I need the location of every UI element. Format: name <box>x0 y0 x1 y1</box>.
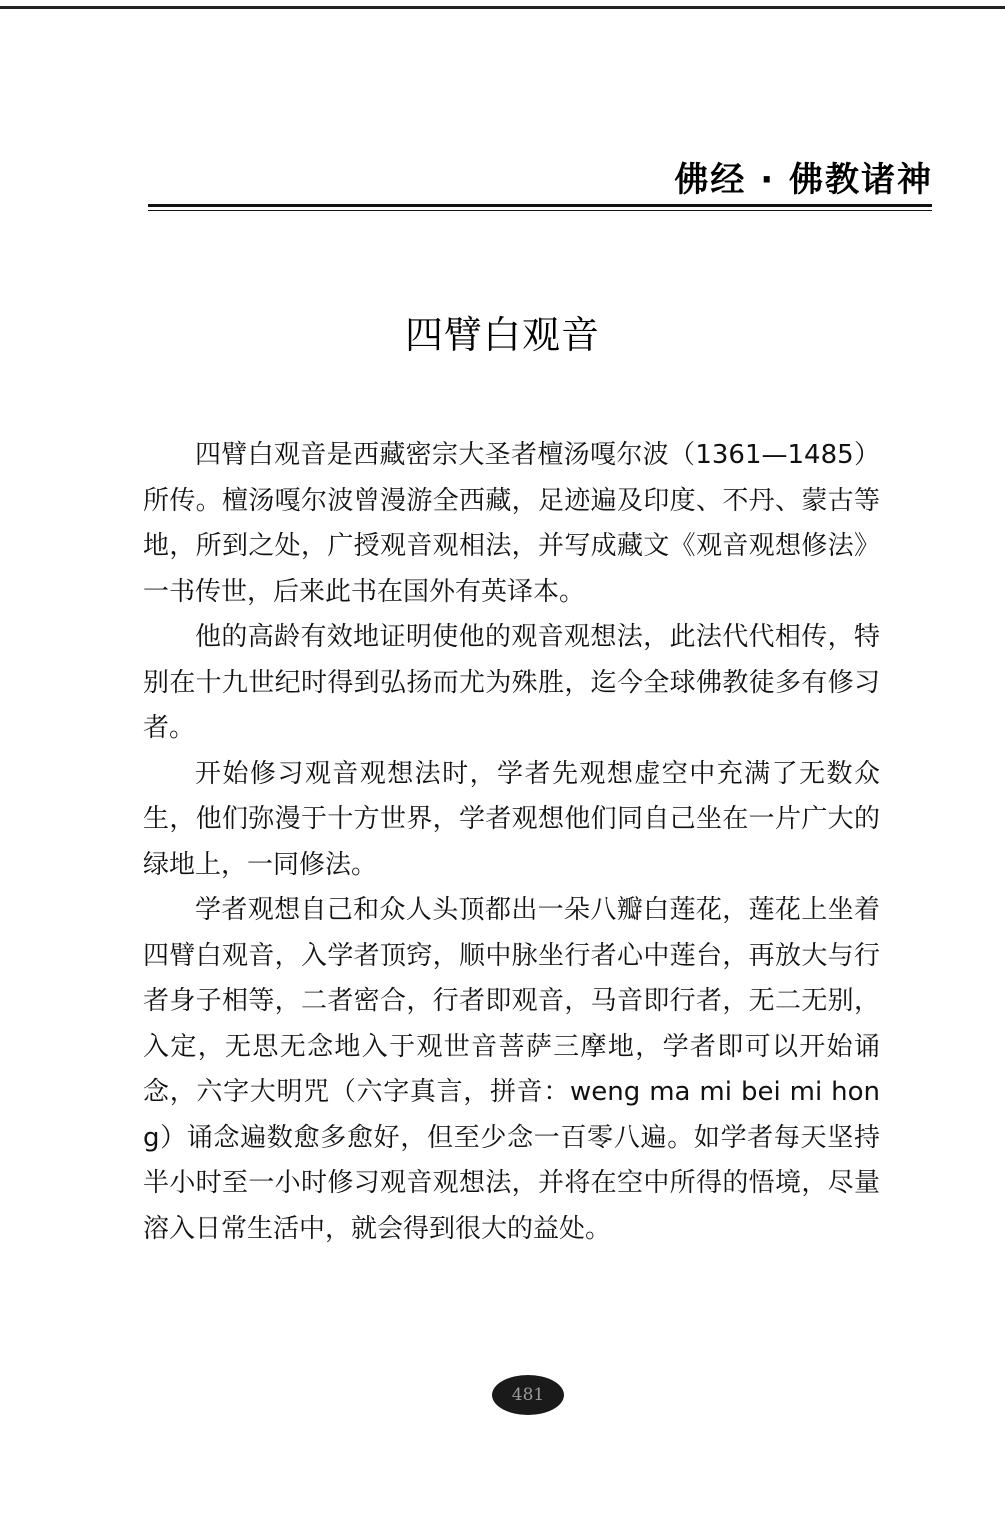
page-number-badge: 481 <box>492 1375 564 1415</box>
header-rule-thick <box>148 204 932 207</box>
paragraph-1: 四臂白观音是西藏密宗大圣者檀汤嘎尔波（1361—1485）所传。檀汤嘎尔波曾漫游全西藏，足迹遍及印度、不丹、蒙古等地，所到之处，广授观音观相法，并写成藏文《观音观想修法》一书传世，后来此书在国外有英译本。 <box>143 440 880 607</box>
header-rule-thin <box>148 210 932 211</box>
top-border-rule <box>0 6 1005 9</box>
paragraph-2: 他的高龄有效地证明使他的观音观想法，此法代代相传，特别在十九世纪时得到弘扬而尤为殊胜，迄今全球佛教徒多有修习者。 <box>143 622 880 743</box>
article-title: 四臂白观音 <box>404 313 600 357</box>
paragraph-3: 开始修习观音观想法时，学者先观想虚空中充满了无数众生，他们弥漫于十方世界，学者观想他们同自己坐在一片广大的绿地上，一同修法。 <box>143 758 880 880</box>
section-header-title: 佛经 · 佛教诸神 <box>674 160 933 200</box>
paragraph-4: 学者观想自己和众人头顶都出一朵八瓣白莲花，莲花上坐着四臂白观音，入学者顶窍，顺中脉坐行者心中莲台，再放大与行者身子相等，二者密合，行者即观音，马音即行者，无二无别，入定，无思无念地入于观世音菩萨三摩地，学者即可以开始诵念，六字大明咒（六字真言，拼音：weng ma mi bei mi hong）诵念遍数愈多愈好，但至少念一百零八遍。如学者每天坚持半小时至一小时修习观音观想法，并将在空中所得的悟境，尽量溶入日常生活中，就会得到很大的益处。 <box>143 895 880 1244</box>
article-body <box>143 433 880 1252</box>
